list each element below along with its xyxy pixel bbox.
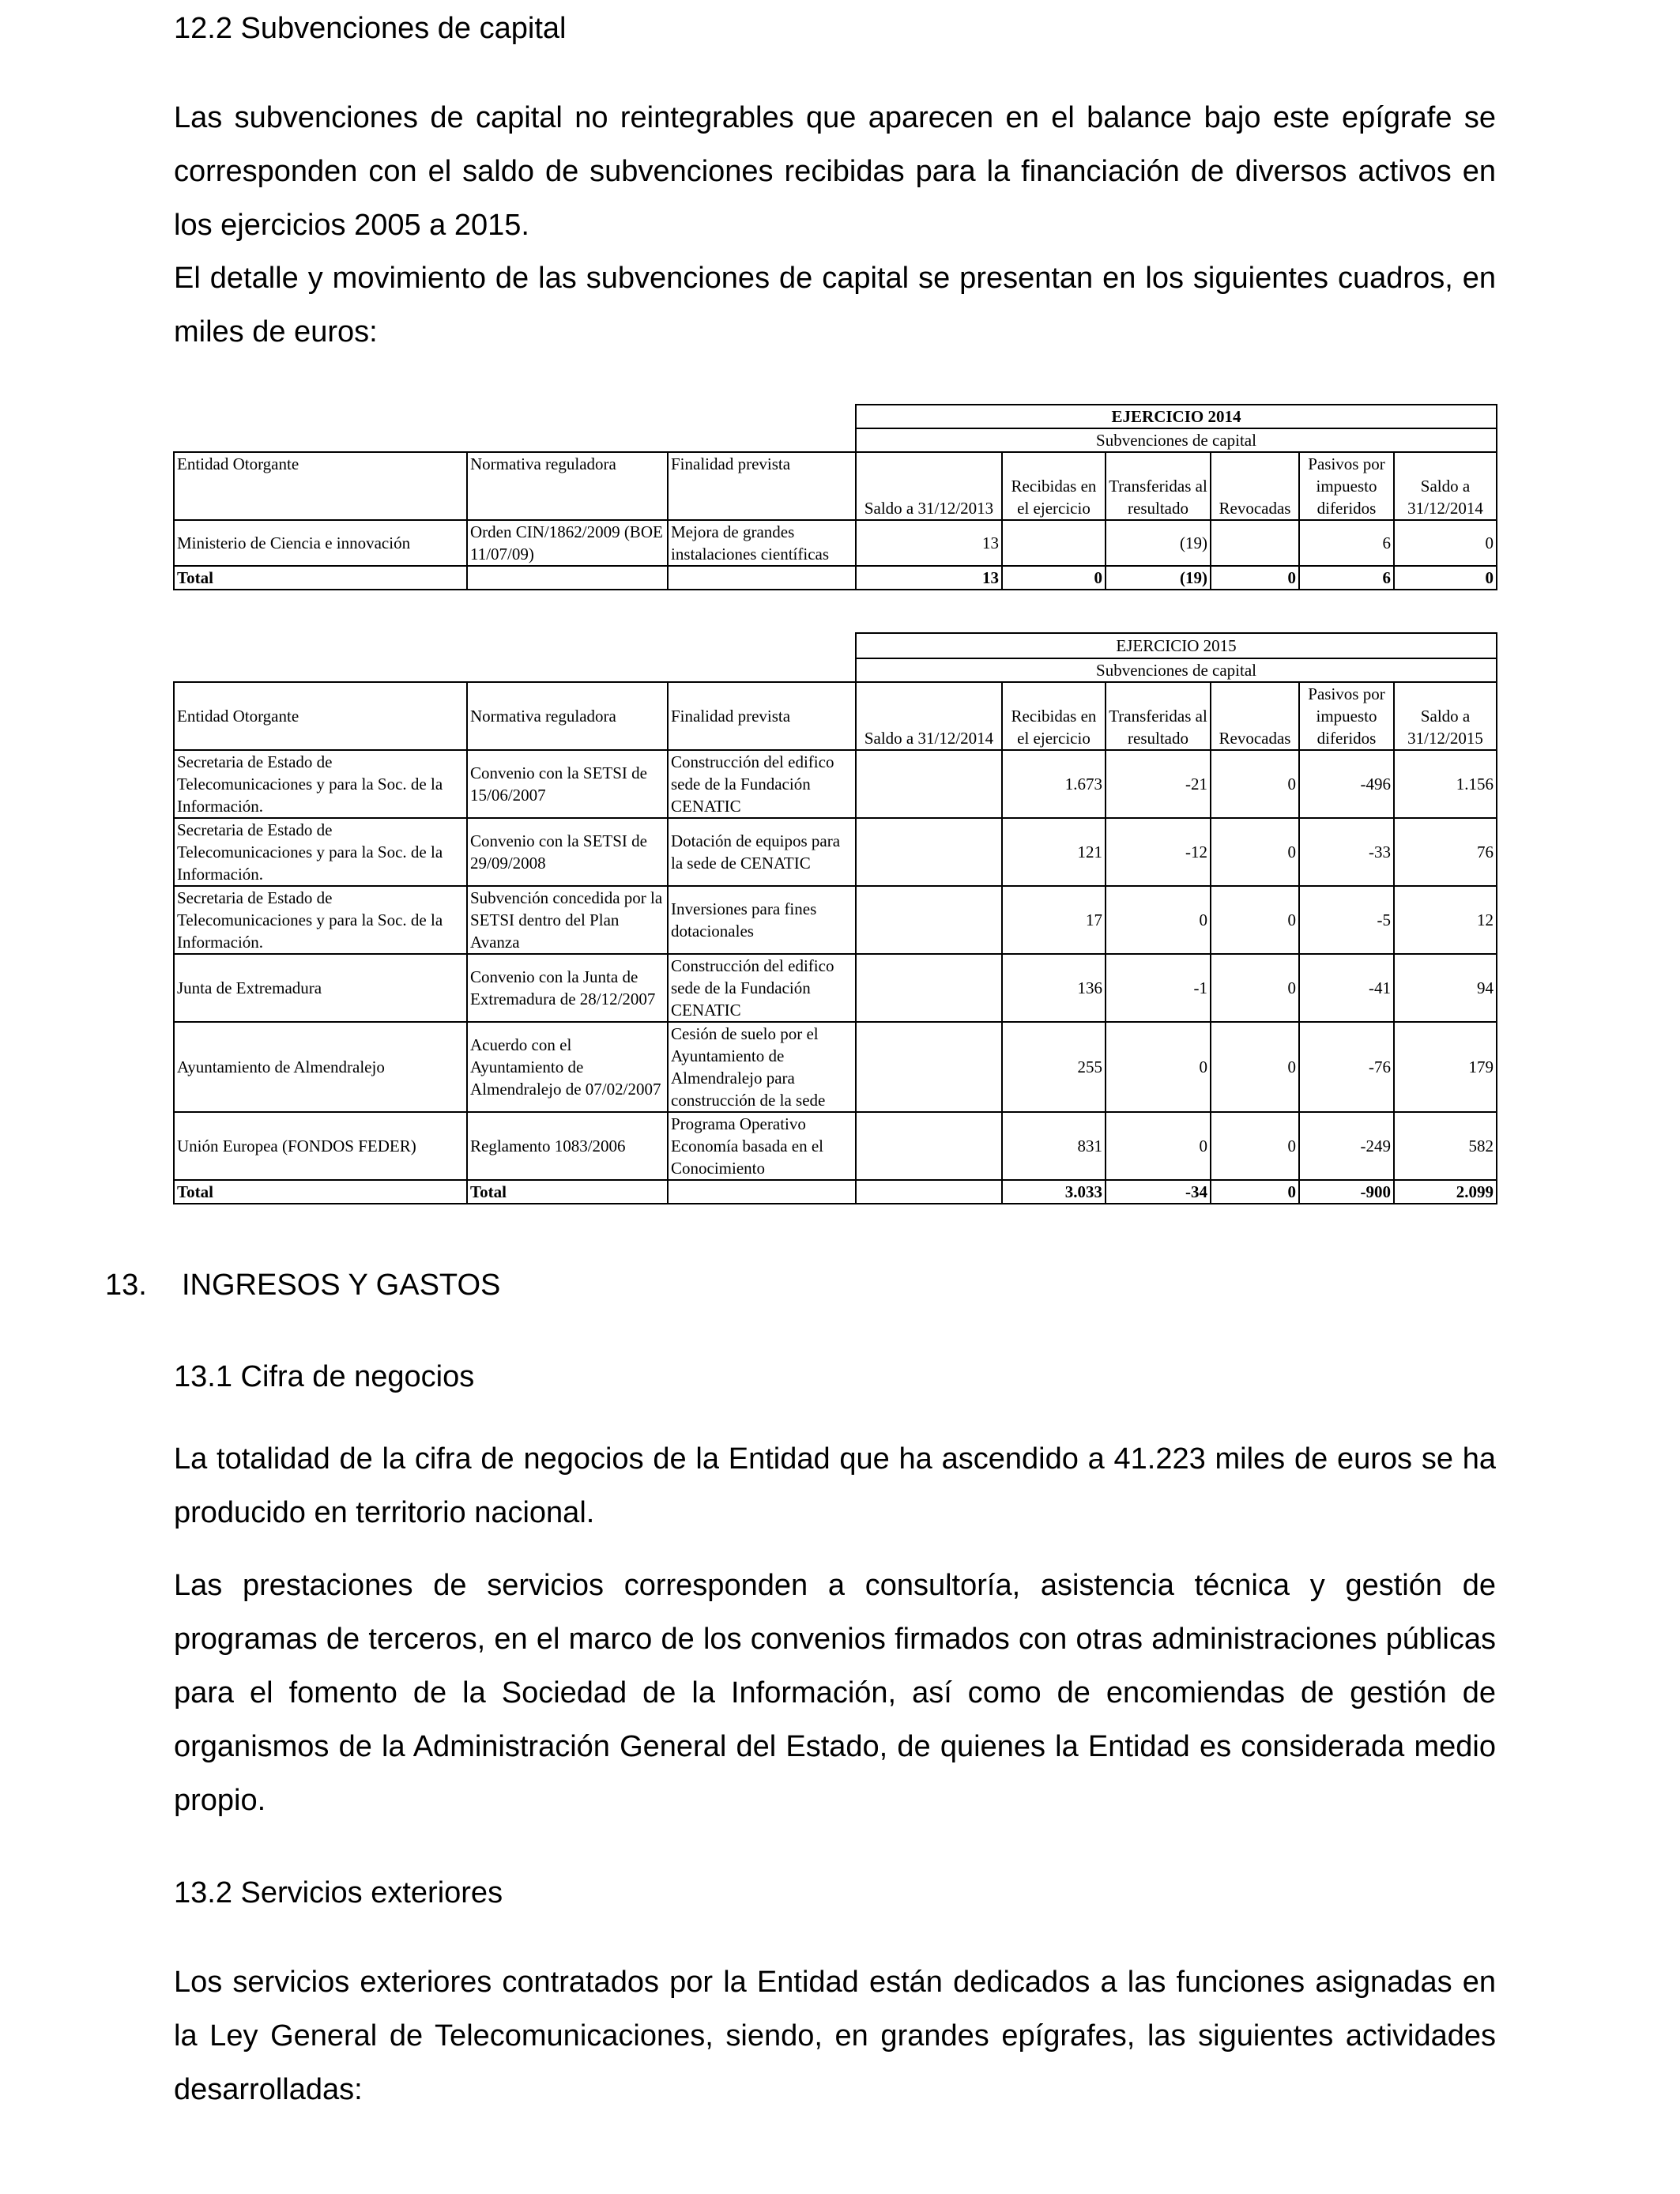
table-row: [174, 1112, 1497, 1180]
paragraph-12-2-intro: Las subvenciones de capital no reintegrables que aparecen en el balance bajo este epígrafe se corresponden con el saldo de subvenciones recibidas para la financiación de diversos activos en los ejercicios 2005 a 2015.: [174, 101, 1496, 242]
cell-finalidad: Dotación de equipos para la sede de CENATIC: [668, 818, 856, 886]
cell-transferidas: -21: [1106, 750, 1211, 818]
col-header-transferidas: Transferidas al resultado: [1106, 682, 1211, 750]
cell-saldo-fin: 12: [1394, 886, 1497, 954]
col-header-transferidas: Transferidas al resultado: [1106, 452, 1211, 520]
cell-saldo-fin: 0: [1394, 520, 1497, 566]
col-header-saldo-ini: Saldo a 31/12/2014: [856, 682, 1002, 750]
total-transferidas: -34: [1106, 1180, 1211, 1204]
group-header: Subvenciones de capital: [856, 428, 1497, 452]
cell-transferidas: -1: [1106, 954, 1211, 1022]
cell-transferidas: 0: [1106, 1022, 1211, 1112]
col-header-normativa: Normativa reguladora: [467, 682, 668, 750]
cell-saldo-fin: 582: [1394, 1112, 1497, 1180]
col-header-pasivos: Pasivos por impuesto diferidos: [1299, 452, 1394, 520]
cell-revocadas: 0: [1211, 954, 1299, 1022]
cell-saldo-fin: 179: [1394, 1022, 1497, 1112]
cell-revocadas: 0: [1211, 886, 1299, 954]
cell-transferidas: (19): [1106, 520, 1211, 566]
cell-normativa: Reglamento 1083/2006: [467, 1112, 668, 1180]
table-total-row: [174, 1180, 1497, 1204]
table-row: [174, 886, 1497, 954]
table-subvenciones-2014: [173, 404, 1497, 590]
cell-recibidas: 121: [1002, 818, 1106, 886]
cell-recibidas: 255: [1002, 1022, 1106, 1112]
cell-saldo-ini: [856, 886, 1002, 954]
table-row: [174, 818, 1497, 886]
cell-normativa: Subvención concedida por la SETSI dentro del Plan Avanza: [467, 886, 668, 954]
cell-finalidad: Mejora de grandes instalaciones científicas: [668, 520, 856, 566]
total-label: Total: [174, 566, 467, 590]
total-recibidas: 0: [1002, 566, 1106, 590]
ejercicio-header: EJERCICIO 2015: [856, 633, 1497, 658]
section-title-13: INGRESOS Y GASTOS: [182, 1269, 501, 1302]
cell-transferidas: -12: [1106, 818, 1211, 886]
cell-revocadas: 0: [1211, 1112, 1299, 1180]
cell-saldo-fin: 1.156: [1394, 750, 1497, 818]
total-pasivos: 6: [1299, 566, 1394, 590]
cell-normativa: Orden CIN/1862/2009 (BOE 11/07/09): [467, 520, 668, 566]
cell-recibidas: 17: [1002, 886, 1106, 954]
table-row: [174, 954, 1497, 1022]
cell-finalidad: Construcción del edifico sede de la Fundación CENATIC: [668, 750, 856, 818]
cell-pasivos: -496: [1299, 750, 1394, 818]
cell-transferidas: 0: [1106, 886, 1211, 954]
table-row: [174, 750, 1497, 818]
cell-pasivos: 6: [1299, 520, 1394, 566]
cell-normativa: Convenio con la Junta de Extremadura de 28/12/2007: [467, 954, 668, 1022]
cell-revocadas: 0: [1211, 750, 1299, 818]
col-header-saldo-ini: Saldo a 31/12/2013: [856, 452, 1002, 520]
section-number-13: 13.: [105, 1269, 147, 1302]
cell-saldo-ini: [856, 818, 1002, 886]
cell-saldo-fin: 76: [1394, 818, 1497, 886]
col-header-saldo-fin: Saldo a 31/12/2015: [1394, 682, 1497, 750]
total-label: Total: [174, 1180, 467, 1204]
cell-recibidas: 136: [1002, 954, 1106, 1022]
col-header-saldo-fin: Saldo a 31/12/2014: [1394, 452, 1497, 520]
paragraph-12-2-detail: El detalle y movimiento de las subvenciones de capital se presentan en los siguientes cuadros, en miles de euros:: [174, 262, 1496, 349]
cell-entidad: Secretaria de Estado de Telecomunicaciones y para la Soc. de la Información.: [174, 750, 467, 818]
total-pasivos: -900: [1299, 1180, 1394, 1204]
total-recibidas: 3.033: [1002, 1180, 1106, 1204]
paragraph-13-1-cifra: La totalidad de la cifra de negocios de la Entidad que ha ascendido a 41.223 miles de euros se ha producido en territorio nacional.: [174, 1442, 1496, 1529]
cell-saldo-ini: [856, 1022, 1002, 1112]
col-header-finalidad: Finalidad prevista: [668, 452, 856, 520]
cell-pasivos: -33: [1299, 818, 1394, 886]
cell-saldo-ini: [856, 1112, 1002, 1180]
cell-finalidad: Construcción del edifico sede de la Fundación CENATIC: [668, 954, 856, 1022]
section-heading-12-2: 12.2 Subvenciones de capital: [174, 12, 567, 45]
col-header-finalidad: Finalidad prevista: [668, 682, 856, 750]
cell-revocadas: 0: [1211, 818, 1299, 886]
cell-revocadas: [1211, 520, 1299, 566]
cell-entidad: Ayuntamiento de Almendralejo: [174, 1022, 467, 1112]
total-saldo-ini: 13: [856, 566, 1002, 590]
col-header-revocadas: Revocadas: [1211, 452, 1299, 520]
cell-pasivos: -76: [1299, 1022, 1394, 1112]
col-header-recibidas: Recibidas en el ejercicio: [1002, 452, 1106, 520]
total-saldo-ini: [856, 1180, 1002, 1204]
total-revocadas: 0: [1211, 1180, 1299, 1204]
cell-entidad: Secretaria de Estado de Telecomunicaciones y para la Soc. de la Información.: [174, 818, 467, 886]
section-heading-13-2: 13.2 Servicios exteriores: [174, 1876, 503, 1909]
cell-recibidas: 831: [1002, 1112, 1106, 1180]
paragraph-13-2-servicios: Los servicios exteriores contratados por la Entidad están dedicados a las funciones asignadas en la Ley General de Telecomunicaciones, siendo, en grandes epígrafes, las siguientes actividades desarrolladas:: [174, 1966, 1496, 2106]
col-header-recibidas: Recibidas en el ejercicio: [1002, 682, 1106, 750]
table-row: [174, 1022, 1497, 1112]
cell-finalidad: Inversiones para fines dotacionales: [668, 886, 856, 954]
paragraph-13-1-prestaciones: Las prestaciones de servicios corresponden a consultoría, asistencia técnica y gestión de programas de terceros, en el marco de los convenios firmados con otras administraciones públicas para el fomento de la Sociedad de la Información, así como de encomiendas de gestión de organismos de la Administración General del Estado, de quienes la Entidad es considerada medio propio.: [174, 1569, 1496, 1817]
cell-entidad: Secretaria de Estado de Telecomunicaciones y para la Soc. de la Información.: [174, 886, 467, 954]
cell-saldo-fin: 94: [1394, 954, 1497, 1022]
cell-entidad: Unión Europea (FONDOS FEDER): [174, 1112, 467, 1180]
cell-finalidad: Programa Operativo Economía basada en el Conocimiento: [668, 1112, 856, 1180]
cell-saldo-ini: 13: [856, 520, 1002, 566]
total-transferidas: (19): [1106, 566, 1211, 590]
cell-entidad: Ministerio de Ciencia e innovación: [174, 520, 467, 566]
cell-normativa: Convenio con la SETSI de 29/09/2008: [467, 818, 668, 886]
section-heading-13-1: 13.1 Cifra de negocios: [174, 1360, 475, 1393]
cell-recibidas: 1.673: [1002, 750, 1106, 818]
total-saldo-fin: 0: [1394, 566, 1497, 590]
cell-finalidad: Cesión de suelo por el Ayuntamiento de Almendralejo para construcción de la sede: [668, 1022, 856, 1112]
cell-pasivos: -41: [1299, 954, 1394, 1022]
group-header: Subvenciones de capital: [856, 658, 1497, 682]
col-header-entidad: Entidad Otorgante: [174, 682, 467, 750]
col-header-revocadas: Revocadas: [1211, 682, 1299, 750]
cell-pasivos: -5: [1299, 886, 1394, 954]
cell-normativa: Acuerdo con el Ayuntamiento de Almendralejo de 07/02/2007: [467, 1022, 668, 1112]
cell-recibidas: [1002, 520, 1106, 566]
ejercicio-header: EJERCICIO 2014: [856, 405, 1497, 428]
cell-saldo-ini: [856, 954, 1002, 1022]
cell-saldo-ini: [856, 750, 1002, 818]
cell-normativa: Convenio con la SETSI de 15/06/2007: [467, 750, 668, 818]
total-revocadas: 0: [1211, 566, 1299, 590]
table-row: [174, 520, 1497, 566]
col-header-normativa: Normativa reguladora: [467, 452, 668, 520]
col-header-entidad: Entidad Otorgante: [174, 452, 467, 520]
cell-entidad: Junta de Extremadura: [174, 954, 467, 1022]
cell-pasivos: -249: [1299, 1112, 1394, 1180]
cell-transferidas: 0: [1106, 1112, 1211, 1180]
total-saldo-fin: 2.099: [1394, 1180, 1497, 1204]
total-label-normativa: Total: [467, 1180, 668, 1204]
col-header-pasivos: Pasivos por impuesto diferidos: [1299, 682, 1394, 750]
cell-revocadas: 0: [1211, 1022, 1299, 1112]
table-subvenciones-2015: [173, 632, 1497, 1204]
table-total-row: [174, 566, 1497, 590]
